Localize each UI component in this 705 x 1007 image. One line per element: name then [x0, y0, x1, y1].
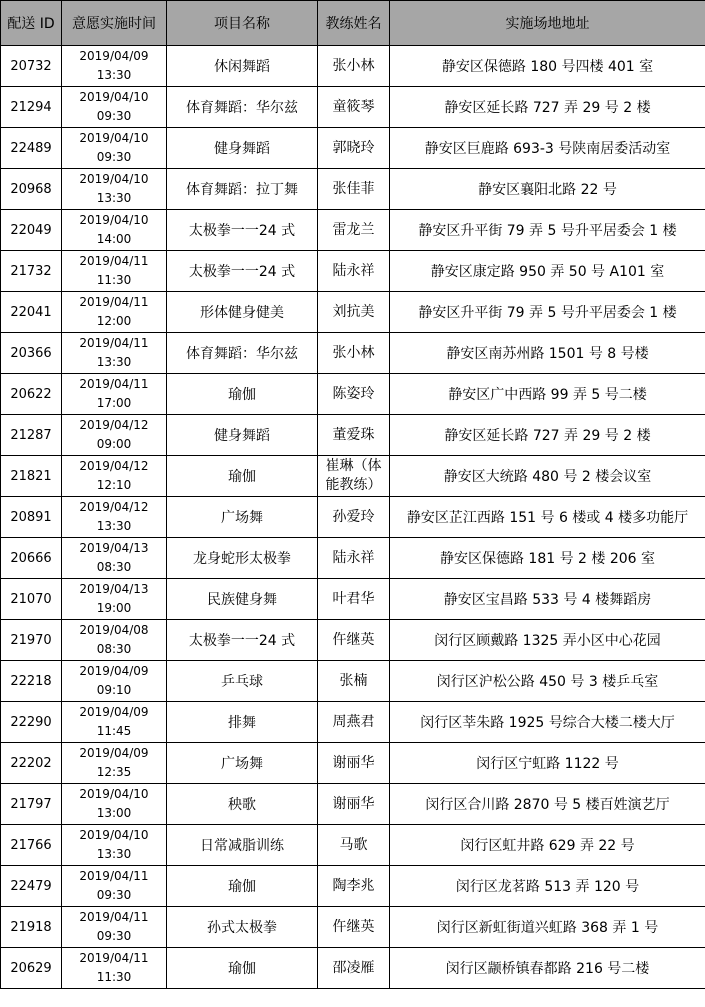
- intended-date: 2019/04/12: [79, 418, 149, 432]
- coach-name-cell: 叶君华: [318, 579, 390, 620]
- intended-time: 09:00: [96, 437, 132, 451]
- intended-time-cell: [62, 702, 167, 743]
- intended-time-cell: [62, 825, 167, 866]
- coach-name-cell: 仵继英: [318, 620, 390, 661]
- header-venue-address: 实施场地地址: [390, 1, 705, 46]
- intended-time: 08:30: [96, 560, 132, 574]
- intended-time: 19:00: [96, 601, 132, 615]
- delivery-id-cell: 20968: [1, 169, 62, 210]
- project-name-cell: 形体健身健美: [167, 292, 318, 333]
- coach-name-cell: 仵继英: [318, 907, 390, 948]
- project-name-cell: 日常减脂训练: [167, 825, 318, 866]
- header-project-name: 项目名称: [167, 1, 318, 46]
- delivery-id-cell: 22218: [1, 661, 62, 702]
- project-name-cell: 龙身蛇形太极拳: [167, 538, 318, 579]
- intended-time-cell: [62, 251, 167, 292]
- delivery-id-cell: 22202: [1, 743, 62, 784]
- intended-time-cell: [62, 456, 167, 497]
- intended-time-cell: [62, 292, 167, 333]
- coach-name-cell: 陶李兆: [318, 866, 390, 907]
- header-delivery-id: 配送 ID: [1, 1, 62, 46]
- coach-name-cell: 刘抗美: [318, 292, 390, 333]
- table-row: [1, 538, 705, 579]
- project-name-cell: 排舞: [167, 702, 318, 743]
- intended-time: 09:30: [96, 929, 132, 943]
- project-name-cell: 体育舞蹈：拉丁舞: [167, 169, 318, 210]
- intended-date: 2019/04/11: [79, 295, 149, 309]
- intended-date: 2019/04/11: [79, 377, 149, 391]
- delivery-id-cell: 21821: [1, 456, 62, 497]
- coach-name-cell: 张楠: [318, 661, 390, 702]
- intended-date: 2019/04/09: [79, 746, 149, 760]
- delivery-id-cell: 22041: [1, 292, 62, 333]
- intended-time-cell: [62, 333, 167, 374]
- delivery-id-cell: 20366: [1, 333, 62, 374]
- intended-time: 11:30: [96, 273, 132, 287]
- table-row: [1, 579, 705, 620]
- venue-address-cell: 闵行区顾戴路 1325 弄小区中心花园: [390, 620, 705, 661]
- table-row: [1, 251, 705, 292]
- delivery-id-cell: 20622: [1, 374, 62, 415]
- table-row: [1, 661, 705, 702]
- intended-time: 13:30: [96, 68, 132, 82]
- delivery-id-cell: 21294: [1, 87, 62, 128]
- table-row: [1, 497, 705, 538]
- delivery-id-cell: 22049: [1, 210, 62, 251]
- intended-date: 2019/04/11: [79, 951, 149, 965]
- intended-time-cell: [62, 169, 167, 210]
- intended-time-cell: [62, 210, 167, 251]
- coach-name-cell: 郭晓玲: [318, 128, 390, 169]
- venue-address-cell: 静安区南苏州路 1501 号 8 号楼: [390, 333, 705, 374]
- intended-date: 2019/04/09: [79, 664, 149, 678]
- delivery-id-cell: 21797: [1, 784, 62, 825]
- intended-time: 12:10: [96, 478, 132, 492]
- intended-date: 2019/04/11: [79, 910, 149, 924]
- delivery-id-cell: 20732: [1, 46, 62, 87]
- intended-date: 2019/04/10: [79, 172, 149, 186]
- delivery-id-cell: 20629: [1, 948, 62, 989]
- table-row: [1, 87, 705, 128]
- intended-time-cell: [62, 497, 167, 538]
- table-row: [1, 374, 705, 415]
- delivery-id-cell: 21070: [1, 579, 62, 620]
- delivery-id-cell: 21970: [1, 620, 62, 661]
- intended-time-cell: [62, 743, 167, 784]
- intended-time-cell: [62, 538, 167, 579]
- project-name-cell: 太极拳一一24 式: [167, 210, 318, 251]
- project-name-cell: 瑜伽: [167, 374, 318, 415]
- intended-date: 2019/04/08: [79, 623, 149, 637]
- intended-time-cell: [62, 46, 167, 87]
- table-row: [1, 825, 705, 866]
- intended-time: 13:30: [96, 191, 132, 205]
- project-name-cell: 瑜伽: [167, 866, 318, 907]
- table-row: [1, 620, 705, 661]
- venue-address-cell: 静安区康定路 950 弄 50 号 A101 室: [390, 251, 705, 292]
- table-row: [1, 907, 705, 948]
- venue-address-cell: 静安区保德路 180 号四楼 401 室: [390, 46, 705, 87]
- venue-address-cell: 闵行区莘朱路 1925 号综合大楼二楼大厅: [390, 702, 705, 743]
- coach-name-cell: 孙爱玲: [318, 497, 390, 538]
- table-row: [1, 784, 705, 825]
- project-name-cell: 民族健身舞: [167, 579, 318, 620]
- intended-time-cell: [62, 579, 167, 620]
- venue-address-cell: 静安区广中西路 99 弄 5 号二楼: [390, 374, 705, 415]
- intended-date: 2019/04/13: [79, 582, 149, 596]
- venue-address-cell: 静安区保德路 181 号 2 楼 206 室: [390, 538, 705, 579]
- intended-time: 14:00: [96, 232, 132, 246]
- delivery-id-cell: 20891: [1, 497, 62, 538]
- intended-date: 2019/04/10: [79, 131, 149, 145]
- coach-name-cell: 周燕君: [318, 702, 390, 743]
- coach-name-cell: 马歌: [318, 825, 390, 866]
- intended-time: 13:30: [96, 847, 132, 861]
- intended-time-cell: [62, 374, 167, 415]
- header-coach-name: 教练姓名: [318, 1, 390, 46]
- table-row: [1, 948, 705, 989]
- table-row: [1, 743, 705, 784]
- venue-address-cell: 闵行区龙茗路 513 弄 120 号: [390, 866, 705, 907]
- delivery-id-cell: 20666: [1, 538, 62, 579]
- intended-time: 12:35: [96, 765, 132, 779]
- delivery-id-cell: 21287: [1, 415, 62, 456]
- intended-date: 2019/04/12: [79, 459, 149, 473]
- intended-date: 2019/04/13: [79, 541, 149, 555]
- coach-name-cell: 雷龙兰: [318, 210, 390, 251]
- table-row: [1, 169, 705, 210]
- venue-address-cell: 静安区延长路 727 弄 29 号 2 楼: [390, 87, 705, 128]
- project-name-cell: 广场舞: [167, 497, 318, 538]
- venue-address-cell: 静安区巨鹿路 693-3 号陕南居委活动室: [390, 128, 705, 169]
- coach-name-cell: 谢丽华: [318, 784, 390, 825]
- project-name-cell: 太极拳一一24 式: [167, 251, 318, 292]
- intended-date: 2019/04/11: [79, 254, 149, 268]
- project-name-cell: 太极拳一一24 式: [167, 620, 318, 661]
- intended-time: 09:30: [96, 888, 132, 902]
- venue-address-cell: 静安区升平街 79 弄 5 号升平居委会 1 楼: [390, 210, 705, 251]
- project-name-cell: 广场舞: [167, 743, 318, 784]
- table-row: [1, 333, 705, 374]
- venue-address-cell: 闵行区新虹街道兴虹路 368 弄 1 号: [390, 907, 705, 948]
- coach-name-cell: 童筱琴: [318, 87, 390, 128]
- table-row: [1, 292, 705, 333]
- project-name-cell: 健身舞蹈: [167, 128, 318, 169]
- intended-time-cell: [62, 87, 167, 128]
- project-name-cell: 瑜伽: [167, 456, 318, 497]
- venue-address-cell: 闵行区合川路 2870 号 5 楼百姓演艺厅: [390, 784, 705, 825]
- table-row: [1, 415, 705, 456]
- delivery-id-cell: 22290: [1, 702, 62, 743]
- intended-time: 13:00: [96, 806, 132, 820]
- coach-name-cell: 董爱珠: [318, 415, 390, 456]
- intended-time-cell: [62, 784, 167, 825]
- venue-address-cell: 静安区芷江西路 151 号 6 楼或 4 楼多功能厅: [390, 497, 705, 538]
- project-name-cell: 健身舞蹈: [167, 415, 318, 456]
- intended-time-cell: [62, 128, 167, 169]
- table-row: [1, 128, 705, 169]
- intended-time: 13:30: [96, 355, 132, 369]
- intended-time-cell: [62, 415, 167, 456]
- table-row: [1, 456, 705, 497]
- coach-name-cell: 张小林: [318, 46, 390, 87]
- intended-time: 09:10: [96, 683, 132, 697]
- coach-name-cell: 陈姿玲: [318, 374, 390, 415]
- intended-time-cell: [62, 948, 167, 989]
- header-row: [1, 1, 705, 46]
- table-row: [1, 46, 705, 87]
- venue-address-cell: 静安区大统路 480 号 2 楼会议室: [390, 456, 705, 497]
- intended-time: 13:30: [96, 519, 132, 533]
- intended-time: 12:00: [96, 314, 132, 328]
- intended-date: 2019/04/12: [79, 500, 149, 514]
- intended-time-cell: [62, 661, 167, 702]
- header-intended-time: 意愿实施时间: [62, 1, 167, 46]
- venue-address-cell: 静安区宝昌路 533 号 4 楼舞蹈房: [390, 579, 705, 620]
- intended-date: 2019/04/11: [79, 869, 149, 883]
- intended-date: 2019/04/10: [79, 213, 149, 227]
- project-name-cell: 秧歌: [167, 784, 318, 825]
- intended-date: 2019/04/10: [79, 828, 149, 842]
- venue-address-cell: 闵行区沪松公路 450 号 3 楼乒乓室: [390, 661, 705, 702]
- venue-address-cell: 闵行区宁虹路 1122 号: [390, 743, 705, 784]
- delivery-id-cell: 21732: [1, 251, 62, 292]
- venue-address-cell: 静安区襄阳北路 22 号: [390, 169, 705, 210]
- intended-time: 09:30: [96, 109, 132, 123]
- delivery-id-cell: 21766: [1, 825, 62, 866]
- coach-name-cell: 崔琳（体能教练）: [318, 456, 390, 497]
- intended-time: 17:00: [96, 396, 132, 410]
- coach-name-cell: 陆永祥: [318, 251, 390, 292]
- venue-address-cell: 闵行区虹井路 629 弄 22 号: [390, 825, 705, 866]
- intended-date: 2019/04/09: [79, 49, 149, 63]
- intended-time-cell: [62, 866, 167, 907]
- coach-name-cell: 邵凌雁: [318, 948, 390, 989]
- table-header: [1, 1, 705, 46]
- intended-date: 2019/04/10: [79, 787, 149, 801]
- table-row: [1, 702, 705, 743]
- coach-name-cell: 谢丽华: [318, 743, 390, 784]
- intended-time: 11:30: [96, 970, 132, 984]
- delivery-id-cell: 22489: [1, 128, 62, 169]
- table-body: [1, 46, 705, 989]
- project-name-cell: 孙式太极拳: [167, 907, 318, 948]
- coach-name-cell: 陆永祥: [318, 538, 390, 579]
- intended-time: 11:45: [96, 724, 132, 738]
- intended-date: 2019/04/09: [79, 705, 149, 719]
- intended-date: 2019/04/10: [79, 90, 149, 104]
- table-row: [1, 210, 705, 251]
- project-name-cell: 休闲舞蹈: [167, 46, 318, 87]
- venue-address-cell: 静安区延长路 727 弄 29 号 2 楼: [390, 415, 705, 456]
- project-name-cell: 体育舞蹈：华尔兹: [167, 333, 318, 374]
- venue-address-cell: 静安区升平街 79 弄 5 号升平居委会 1 楼: [390, 292, 705, 333]
- intended-time-cell: [62, 620, 167, 661]
- venue-address-cell: 闵行区颛桥镇春都路 216 号二楼: [390, 948, 705, 989]
- project-name-cell: 体育舞蹈：华尔兹: [167, 87, 318, 128]
- project-name-cell: 瑜伽: [167, 948, 318, 989]
- delivery-id-cell: 21918: [1, 907, 62, 948]
- project-name-cell: 乒乓球: [167, 661, 318, 702]
- intended-date: 2019/04/11: [79, 336, 149, 350]
- coach-name-cell: 张小林: [318, 333, 390, 374]
- intended-time: 08:30: [96, 642, 132, 656]
- intended-time: 09:30: [96, 150, 132, 164]
- intended-time-cell: [62, 907, 167, 948]
- table-row: [1, 866, 705, 907]
- coach-name-cell: 张佳菲: [318, 169, 390, 210]
- delivery-id-cell: 22479: [1, 866, 62, 907]
